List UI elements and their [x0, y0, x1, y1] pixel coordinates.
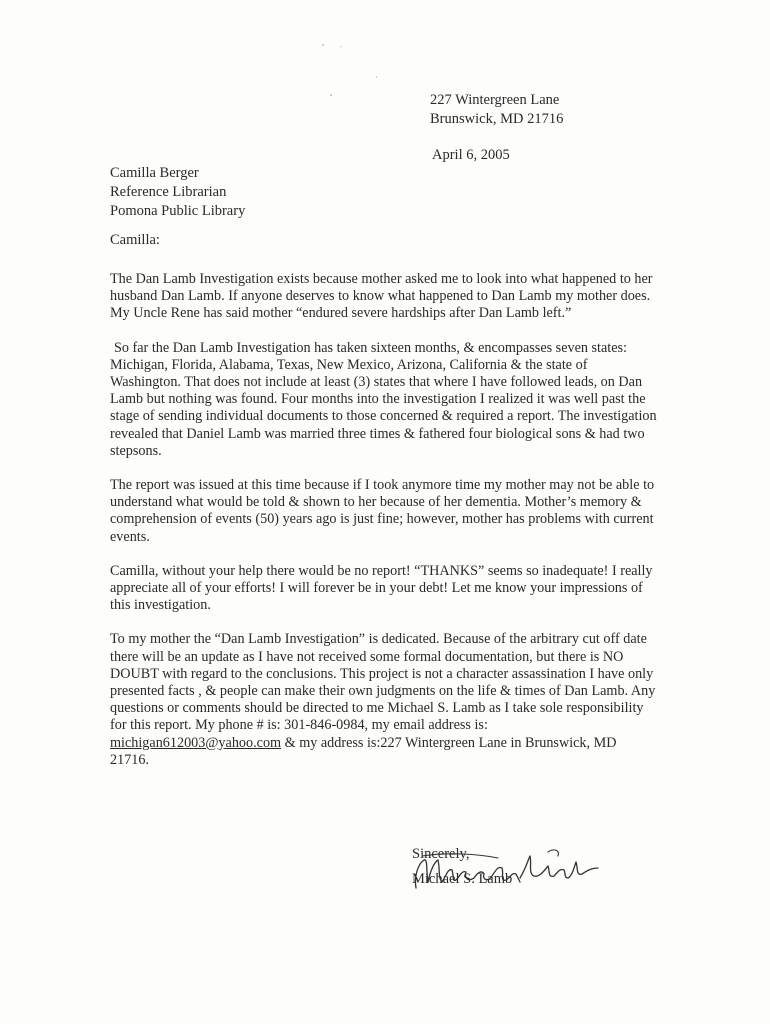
paragraph-5: [110, 631, 658, 769]
scan-speck: [376, 76, 377, 78]
paragraph-4: Camilla, without your help there would be no report! “THANKS” seems so inadequate! I really appreciate all of your efforts! I will forever be in your debt! Let me know your impressions of this investigation.: [110, 562, 653, 614]
recipient-block: [110, 164, 245, 221]
recipient-title: Reference Librarian: [110, 184, 227, 200]
email-link[interactable]: michigan612003@yahoo.com: [110, 734, 282, 751]
valediction: Sincerely,: [412, 846, 470, 862]
letter-body: [110, 271, 658, 786]
handwritten-signature: [408, 838, 608, 898]
paragraph-1: The Dan Lamb Investigation exists because mother asked me to look into what happened to her husband Dan Lamb. If anyone deserves to know what happened to Dan Lamb my mother does. My Uncle Rene has said mother “endured severe hardships after Dan Lamb left.”: [110, 271, 653, 322]
letter-date: April 6, 2005: [432, 147, 510, 163]
sender-city: Brunswick, MD 21716: [430, 111, 564, 127]
sender-address: [430, 91, 563, 129]
paragraph-2: So far the Dan Lamb Investigation has taken sixteen months, & encompasses seven states: Michigan, Florida, Alabama, Texas, New Mexico, Arizona, California & the state of Washington. That does not include at least (3) states that where I have followed leads, on Dan Lamb but nothing was found. Four months into the investigation I realized it was well past the stage of sending individual documents to those concerned & required a report. The investigation revealed that Daniel Lamb was married three times & fathered four biological sons & had two stepsons.: [110, 339, 657, 459]
recipient-name: Camilla Berger: [110, 165, 199, 181]
recipient-organization: Pomona Public Library: [110, 203, 246, 219]
signer-name: Michael S. Lamb: [412, 871, 513, 887]
sender-street: 227 Wintergreen Lane: [430, 92, 560, 108]
paragraph-5-text-end: & my address is:227 Wintergreen Lane in Brunswick, MD 21716.: [110, 734, 617, 768]
scan-speck: [340, 46, 342, 47]
salutation: Camilla:: [110, 232, 160, 248]
paragraph-5-text: To my mother the “Dan Lamb Investigation” is dedicated. Because of the arbitrary cut off date there will be an update as I have not received some formal documentation, but there is NO DOUBT with regard to the conclusions. This project is not a character assassination I have only presented facts , & people can make their own judgments on the life & times of Dan Lamb. Any questions or comments should be directed to me Michael S. Lamb as I take sole responsibility for this report. My phone # is: 301-846-0984, my email address is:: [110, 631, 656, 734]
paragraph-3: The report was issued at this time because if I took anymore time my mother may not be able to understand what would be told & shown to her because of her dementia. Mother’s memory & comprehension of events (50) years ago is just fine; however, mother has problems with current events.: [110, 477, 655, 545]
scan-speck: [330, 94, 332, 96]
scan-speck: [322, 44, 324, 46]
